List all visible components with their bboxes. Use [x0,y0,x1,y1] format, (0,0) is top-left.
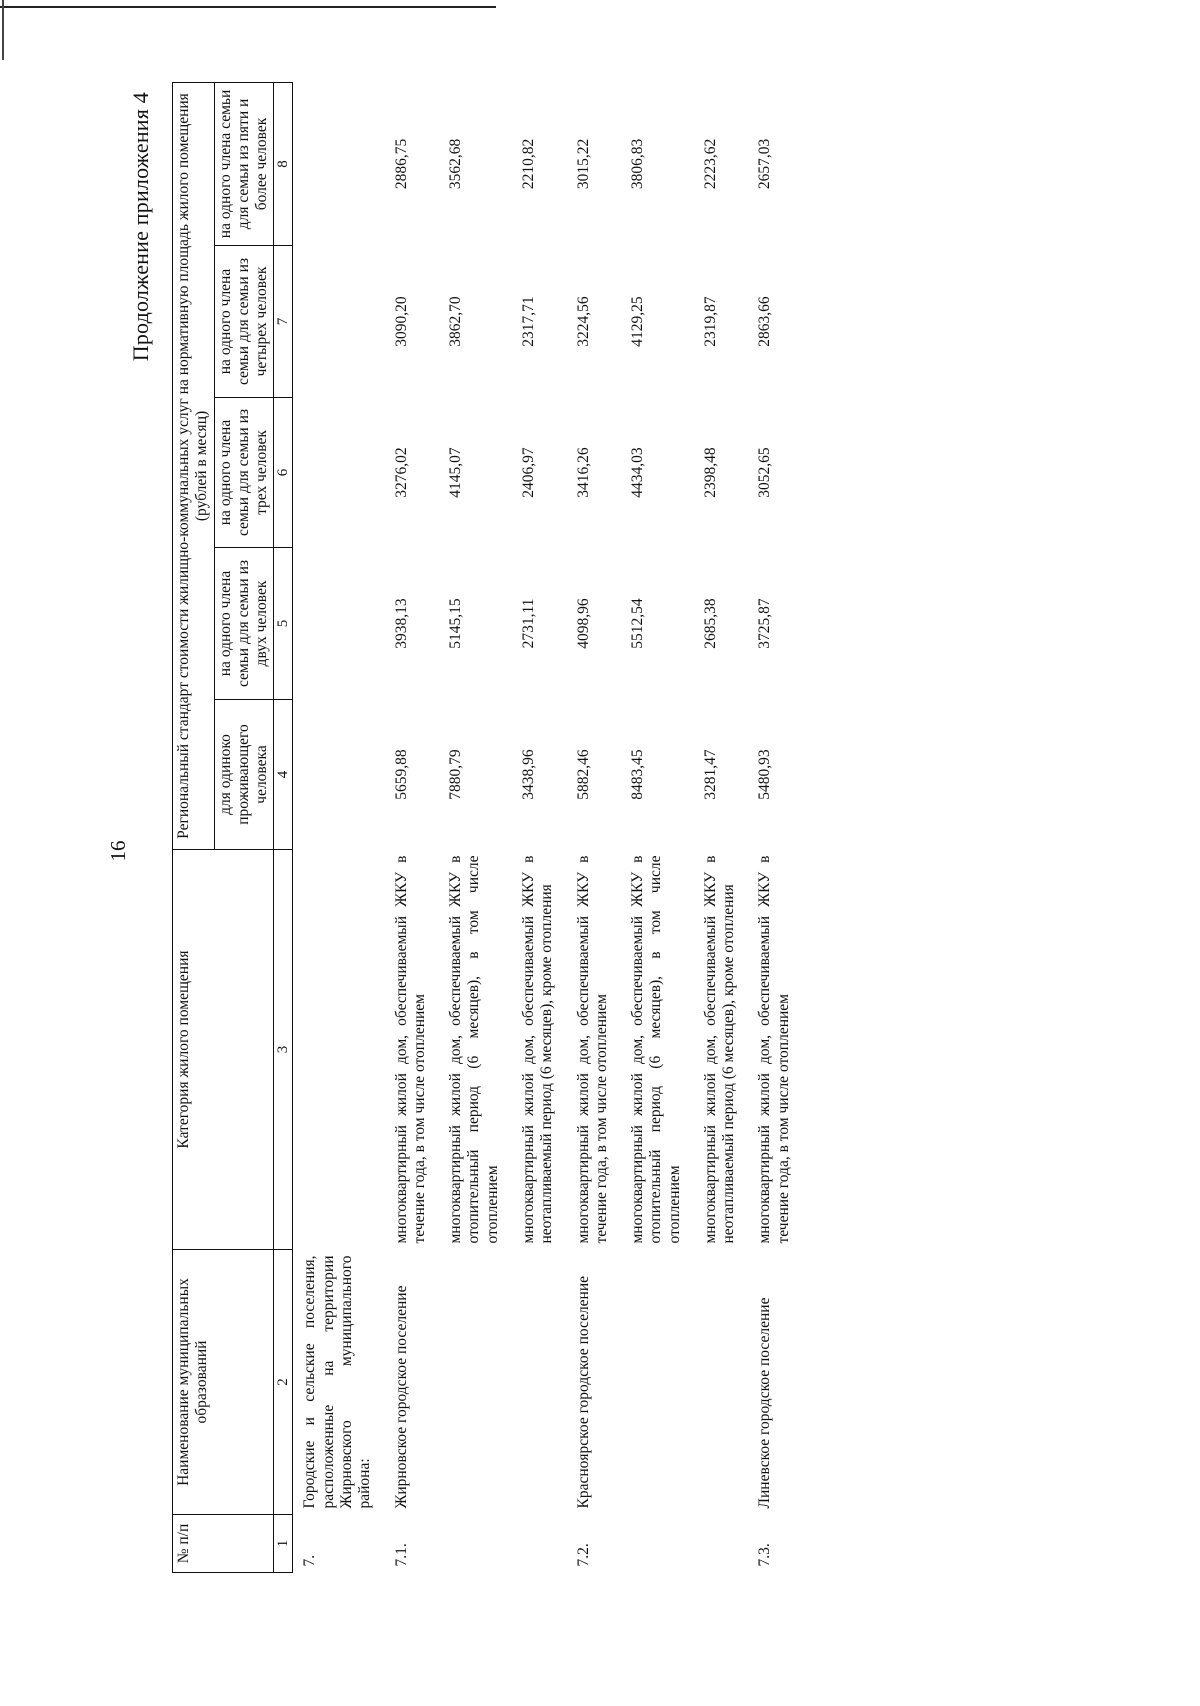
column-number: 1 [274,1515,293,1573]
column-number: 4 [274,700,293,850]
table-row [621,82,694,1572]
value-family-2: 3725,87 [756,598,774,649]
table-row [748,82,803,1572]
value-family-5plus: 2657,03 [756,138,774,190]
value-family-4: 4129,25 [629,296,647,347]
table-row [567,82,622,1572]
value-family-4: 3090,20 [392,296,410,347]
value-family-3: 3416,26 [574,447,592,498]
group-row [293,82,385,1572]
row-number: 7.1. [392,1543,410,1567]
header-sub-5: на одного члена семьи для семьи из пяти и более человек [214,82,274,245]
value-family-5plus: 2223,62 [701,138,719,190]
column-number: 6 [274,398,293,548]
value-family-5plus: 3015,22 [574,138,592,190]
value-single: 8483,45 [629,749,647,800]
header-sub-4: на одного члена семьи для семьи из четырех человек [214,246,274,398]
table-row [694,82,749,1572]
value-single: 3438,96 [519,749,537,800]
value-family-4: 3862,70 [447,296,465,347]
value-family-2: 5512,54 [629,598,647,649]
table-row [385,82,440,1572]
housing-category: многоквартирный жилой дом, обеспечиваемый ЖКУ в течение года, в том числе отоплением [574,855,610,1244]
column-number: 7 [274,246,293,398]
row-number [621,1515,694,1573]
row-number [512,1515,567,1573]
value-family-2: 2685,38 [701,598,719,649]
value-family-2: 5145,15 [447,598,465,649]
value-family-2: 3938,13 [392,598,410,649]
column-number: 3 [274,850,293,1250]
housing-category: многоквартирный жилой дом, обеспечиваемый ЖКУ в течение года, в том числе отоплением [392,855,428,1244]
housing-category: многоквартирный жилой дом, обеспечиваемый ЖКУ в течение года, в том числе отоплением [756,855,792,1244]
value-family-5plus: 3806,83 [629,138,647,190]
value-single: 3281,47 [701,749,719,800]
row-number [439,1515,512,1573]
value-family-3: 4145,07 [447,447,465,498]
group-number: 7. [301,1554,319,1567]
municipality-name [621,1250,694,1515]
group-title: Городские и сельские поселения, расположенные на территории Жирновского муниципального района: [301,1255,374,1509]
housing-category: многоквартирный жилой дом, обеспечиваемый ЖКУ в отопительный период (6 месяцев), в том числе отоплением [447,855,501,1244]
value-family-4: 3224,56 [574,296,592,347]
value-family-4: 2319,87 [701,296,719,347]
value-single: 5882,46 [574,749,592,800]
value-family-5plus: 3562,68 [447,138,465,190]
table-row [512,82,567,1572]
header-num: № п/п [173,1515,274,1573]
header-category: Категория жилого помещения [173,850,274,1250]
value-family-3: 3276,02 [392,447,410,498]
value-family-3: 2398,48 [701,447,719,498]
value-family-5plus: 2886,75 [392,138,410,190]
table-row [439,82,512,1572]
column-number: 2 [274,1250,293,1515]
value-family-4: 2863,66 [756,296,774,347]
standards-table [172,82,803,1573]
header-name: Наименование муниципальных образований [173,1250,274,1515]
municipality-name [694,1250,749,1515]
municipality-name: Линевское городское поселение [756,1297,774,1509]
value-family-3: 3052,65 [756,447,774,498]
value-family-2: 2731,11 [519,598,537,649]
municipality-name [512,1250,567,1515]
value-family-3: 2406,97 [519,447,537,498]
value-family-4: 2317,71 [519,296,537,347]
housing-category: многоквартирный жилой дом, обеспечиваемый ЖКУ в неотапливаемый период (6 месяцев), кроме отопления [701,855,738,1244]
housing-category: многоквартирный жилой дом, обеспечиваемый ЖКУ в неотапливаемый период (6 месяцев), кроме отопления [519,855,556,1244]
continuation-caption: Продолжение приложения 4 [128,92,153,362]
municipality-name [439,1250,512,1515]
housing-category: многоквартирный жилой дом, обеспечиваемый ЖКУ в отопительный период (6 месяцев), в том числе отоплением [629,855,683,1244]
row-number: 7.3. [756,1543,774,1567]
row-number [694,1515,749,1573]
page-number: 16 [106,840,130,862]
value-family-2: 4098,96 [574,598,592,649]
municipality-name: Краснoярское городское поселение [574,1275,592,1509]
value-single: 7880,79 [447,749,465,800]
header-standard-group: Региональный стандарт стоимости жилищно-коммунальных услуг на нормативную площадь жилого помещения (рублей в месяц) [173,82,215,849]
column-number: 5 [274,548,293,700]
row-number: 7.2. [574,1543,592,1567]
value-family-5plus: 2210,82 [519,138,537,190]
municipality-name: Жирновское городское поселение [392,1285,410,1509]
value-single: 5480,93 [756,749,774,800]
header-sub-3: на одного члена семьи для семьи из трех человек [214,398,274,548]
value-family-3: 4434,03 [629,447,647,498]
header-sub-1: для одиноко проживающего человека [214,700,274,850]
column-number: 8 [274,82,293,245]
header-sub-2: на одного члена семьи для семьи из двух человек [214,548,274,700]
value-single: 5659,88 [392,749,410,800]
